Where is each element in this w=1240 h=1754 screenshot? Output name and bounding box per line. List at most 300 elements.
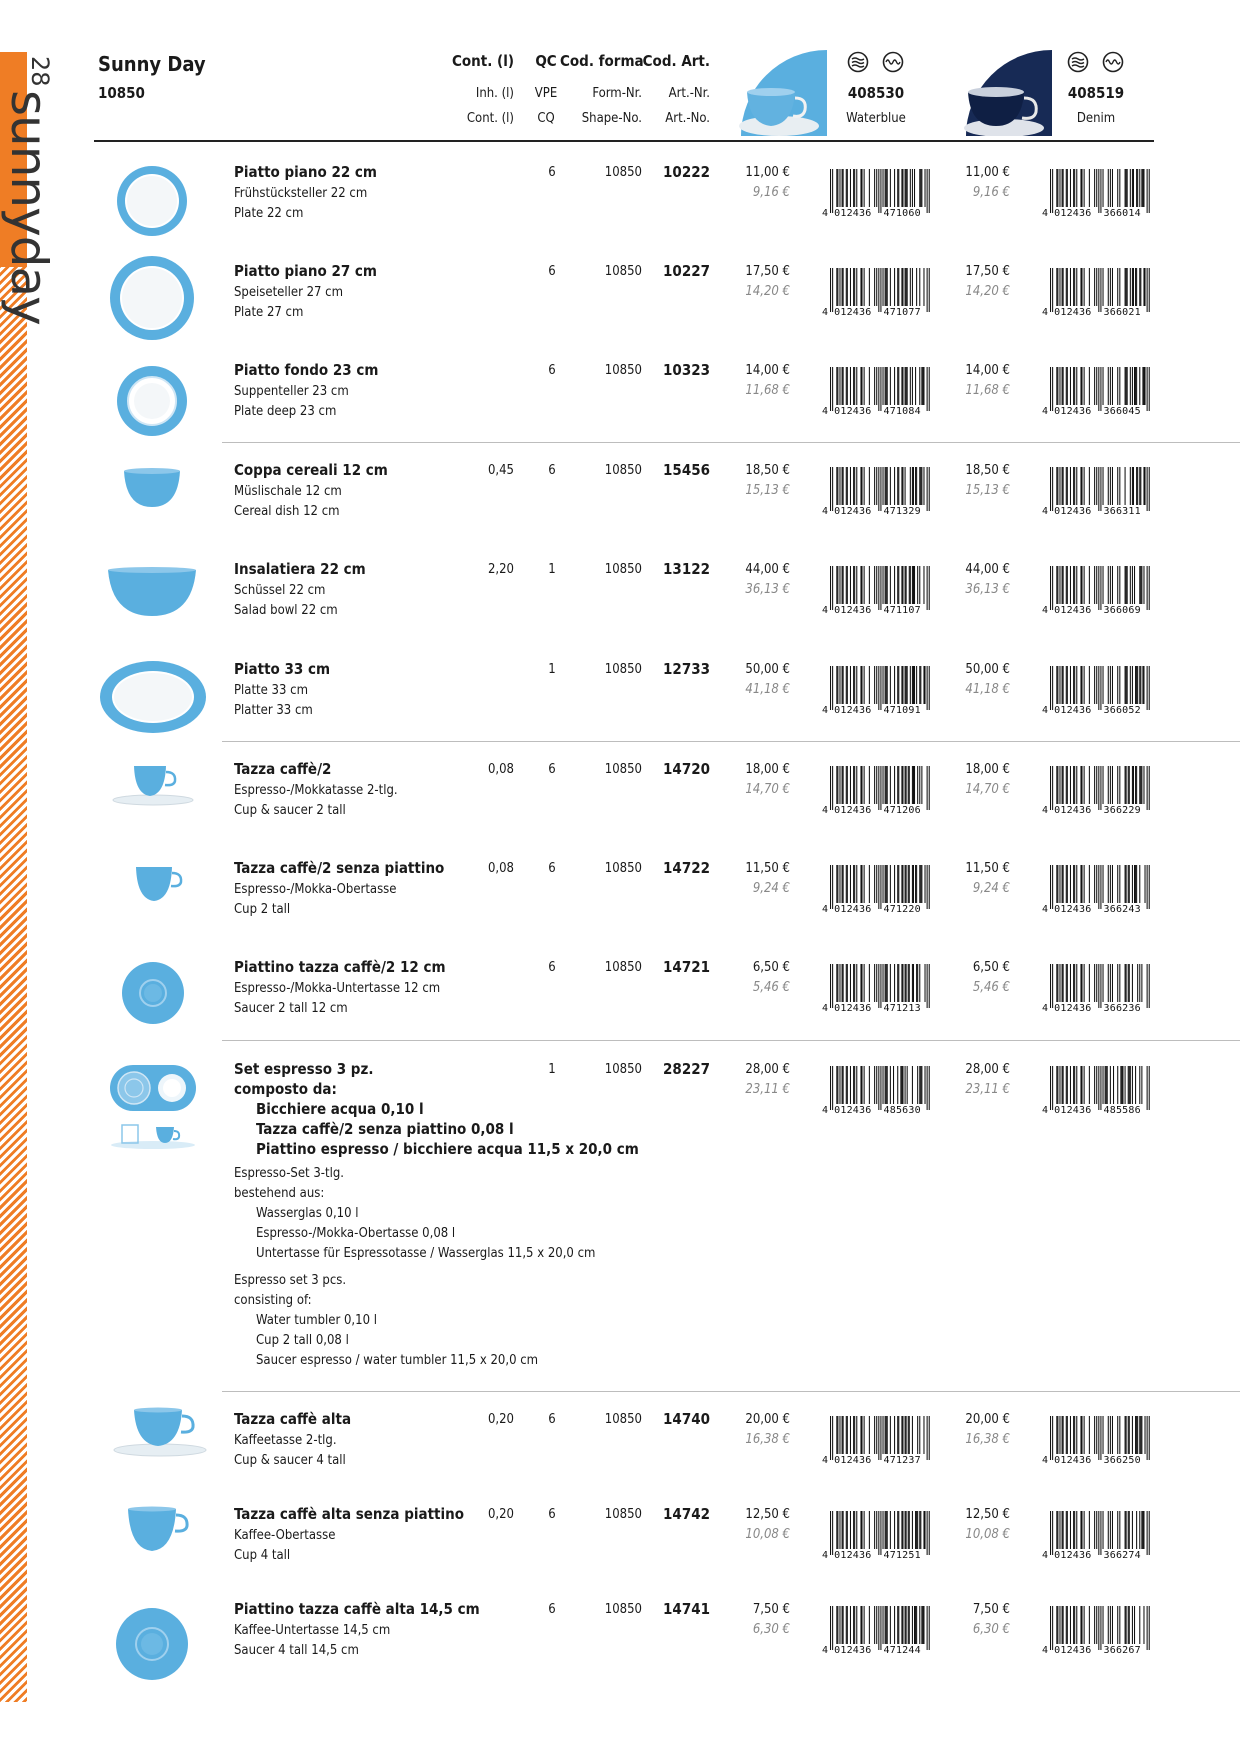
set-title-en: Espresso set 3 pcs. (234, 1273, 347, 1288)
barcode-bar (890, 1606, 891, 1644)
barcode-bar (1141, 766, 1142, 804)
barcode-bar (1117, 1606, 1118, 1644)
barcode-digits: 4 (1042, 705, 1049, 714)
barcode-bar (836, 1416, 837, 1454)
barcode-digits: 012436 (1054, 1455, 1092, 1464)
barcode-bar (1067, 467, 1068, 505)
barcode-bar (1126, 566, 1127, 604)
barcode-digits: 4 (1042, 1455, 1049, 1464)
barcode-bar (1089, 666, 1090, 704)
barcode-bar (1050, 1066, 1051, 1110)
barcode-bar (1057, 1416, 1058, 1454)
barcode-bar (1073, 964, 1074, 1002)
barcode-bar (842, 1066, 843, 1104)
barcode-bar (864, 865, 865, 903)
barcode-bar (1062, 169, 1063, 207)
barcode-digits: 471060 (883, 208, 921, 217)
barcode-bar (894, 865, 895, 903)
barcode-bar (880, 1606, 881, 1650)
barcode-bar (1076, 964, 1077, 1002)
barcode-bar (874, 1066, 875, 1104)
barcode-bar (1067, 1511, 1068, 1549)
barcode-bar (1141, 964, 1142, 1002)
barcode-bar (1052, 1416, 1053, 1460)
barcode-bar (894, 766, 895, 804)
product-name-it: Piatto piano 27 cm (234, 262, 377, 280)
product-image (128, 861, 188, 910)
barcode-bar (837, 1511, 838, 1549)
barcode-bar (869, 1511, 870, 1549)
barcode-bar (830, 467, 831, 511)
barcode-waterblue (822, 1511, 930, 1559)
barcode-bar (1107, 1066, 1108, 1104)
set-espresso-image (108, 1063, 198, 1157)
barcode-bar (842, 169, 843, 207)
product-name-en: Saucer 4 tall 14,5 cm (234, 1643, 359, 1658)
barcode-bar (1149, 666, 1150, 710)
barcode-bar (862, 367, 863, 405)
barcode-bar (832, 467, 833, 511)
barcode-bar (1110, 1606, 1111, 1644)
barcode-digits: 366052 (1103, 705, 1141, 714)
barcode-bar (847, 1511, 848, 1549)
barcode-bar (839, 964, 840, 1002)
barcode-digits: 012436 (834, 904, 872, 913)
barcode-bar (890, 1066, 891, 1104)
barcode-bar (909, 766, 910, 804)
barcode-bar (929, 964, 930, 1008)
barcode-bar (1073, 766, 1074, 804)
set-sub-en: consisting of: (234, 1293, 312, 1308)
barcode-bar (1130, 367, 1131, 405)
barcode-bar (898, 1416, 899, 1454)
barcode-bar (850, 766, 851, 804)
barcode-waterblue (822, 666, 930, 714)
barcode-bar (1066, 964, 1067, 1002)
barcode-bar (894, 666, 895, 704)
barcode-bar (912, 1606, 913, 1644)
product-form-no: 10850 (604, 762, 642, 777)
barcode-bar (902, 1416, 903, 1454)
barcode-bar (1076, 566, 1077, 604)
barcode-bar (1147, 367, 1148, 411)
barcode-bar (1140, 1416, 1141, 1454)
barcode-bar (1080, 268, 1081, 306)
barcode-bar (1063, 964, 1064, 1002)
barcode-bar (1130, 268, 1131, 306)
barcode-bar (1140, 268, 1141, 306)
barcode-bar (1126, 367, 1127, 405)
barcode-bar (1128, 766, 1129, 804)
barcode-bar (1142, 1511, 1143, 1549)
barcode-bar (885, 367, 886, 405)
barcode-bar (1126, 268, 1127, 306)
barcode-bar (1062, 467, 1063, 505)
barcode-bar (908, 1416, 909, 1454)
barcode-bar (1141, 169, 1142, 207)
barcode-bar (843, 865, 844, 903)
barcode-bar (1126, 666, 1127, 704)
barcode-bar (1136, 1511, 1137, 1549)
barcode-bar (1139, 1066, 1140, 1104)
product-contents: 0,08 (487, 762, 514, 777)
barcode-bar (1125, 766, 1126, 804)
product-image (102, 562, 202, 626)
barcode-bar (915, 865, 916, 903)
barcode-bar (839, 1606, 840, 1644)
product-qc: 6 (548, 463, 556, 478)
barcode-bar (917, 566, 918, 604)
barcode-bar (1127, 566, 1128, 604)
barcode-bar (1103, 467, 1104, 505)
barcode-bar (886, 1511, 887, 1549)
set-part-de: Untertasse für Espressotasse / Wasserglas 11,5 x 20,0 cm (256, 1246, 596, 1261)
barcode-bar (1052, 964, 1053, 1008)
barcode-bar (839, 268, 840, 306)
barcode-bar (1135, 865, 1136, 903)
barcode-bar (920, 169, 921, 207)
barcode-bar (1089, 1511, 1090, 1549)
barcode-bar (1127, 169, 1128, 207)
barcode-bar (1117, 268, 1118, 306)
barcode-bar (1110, 367, 1111, 405)
barcode-digits: 471220 (883, 904, 921, 913)
barcode-bar (1126, 1416, 1127, 1454)
barcode-bar (847, 666, 848, 704)
barcode-bar (890, 169, 891, 207)
barcode-digits: 485630 (883, 1105, 921, 1114)
barcode-bar (1056, 666, 1057, 704)
barcode-bar (1063, 1416, 1064, 1454)
barcode-bar (1145, 467, 1146, 505)
barcode-waterblue (822, 268, 930, 316)
barcode-bar (1149, 1606, 1150, 1650)
barcode-bar (1063, 1066, 1064, 1104)
barcode-bar (839, 467, 840, 505)
barcode-bar (1084, 367, 1085, 405)
barcode-bar (1067, 666, 1068, 704)
barcode-bar (862, 964, 863, 1002)
barcode-bar (927, 1511, 928, 1555)
barcode-bar (897, 666, 898, 704)
barcode-digits: 012436 (834, 805, 872, 814)
barcode-bar (1070, 1606, 1071, 1644)
barcode-bar (1096, 964, 1097, 1002)
barcode-bar (1112, 1511, 1113, 1549)
product-qc: 6 (548, 363, 556, 378)
barcode-bar (1136, 766, 1137, 804)
barcode-bar (912, 268, 913, 306)
barcode-bar (1066, 1066, 1067, 1104)
barcode-bar (837, 169, 838, 207)
barcode-bar (1096, 1416, 1097, 1454)
barcode-bar (1062, 367, 1063, 405)
barcode-bar (1080, 467, 1081, 505)
set-part-it: Piattino espresso / bicchiere acqua 11,5 x 20,0 cm (256, 1140, 639, 1158)
barcode-bar (1050, 1606, 1051, 1650)
barcode-bar (1140, 766, 1141, 804)
barcode-bar (1147, 964, 1148, 1008)
barcode-waterblue (822, 964, 930, 1012)
barcode-bar (1121, 1066, 1122, 1104)
barcode-bar (925, 666, 926, 704)
barcode-digits: 4 (1042, 406, 1049, 415)
barcode-bar (885, 169, 886, 207)
barcode-bar (846, 169, 847, 207)
barcode-bar (1074, 1066, 1075, 1104)
barcode-bar (1050, 367, 1051, 411)
barcode-bar (1113, 1066, 1114, 1104)
barcode-bar (907, 367, 908, 405)
barcode-bar (1135, 666, 1136, 704)
barcode-bar (1149, 467, 1150, 511)
barcode-bar (885, 964, 886, 1002)
barcode-bar (886, 467, 887, 505)
barcode-digits: 4 (1042, 805, 1049, 814)
barcode-bar (1127, 367, 1128, 405)
barcode-digits: 012436 (834, 1645, 872, 1654)
barcode-bar (887, 1416, 888, 1454)
barcode-bar (923, 268, 924, 306)
barcode-bar (1056, 566, 1057, 604)
barcode-bar (906, 169, 907, 207)
barcode-bar (853, 1606, 854, 1644)
barcode-bar (1098, 766, 1099, 810)
barcode-bar (860, 865, 861, 903)
barcode-bar (1100, 865, 1101, 909)
barcode-denim (1042, 169, 1150, 217)
product-contents: 0,08 (487, 861, 514, 876)
barcode-bar (839, 169, 840, 207)
barcode-bar (880, 367, 881, 411)
product-name-en: Plate deep 23 cm (234, 404, 337, 419)
barcode-bar (862, 1606, 863, 1644)
barcode-bar (1100, 666, 1101, 710)
barcode-bar (908, 766, 909, 804)
barcode-bar (1062, 1066, 1063, 1104)
barcode-bar (1098, 865, 1099, 909)
barcode-bar (1112, 766, 1113, 804)
barcode-digits: 471213 (883, 1003, 921, 1012)
barcode-bar (856, 467, 857, 505)
barcode-bar (919, 1066, 920, 1104)
barcode-bar (1108, 1416, 1109, 1454)
barcode-bar (860, 1606, 861, 1644)
barcode-bar (1139, 268, 1140, 306)
barcode-bar (843, 467, 844, 505)
barcode-bar (830, 169, 831, 213)
barcode-bar (1070, 268, 1071, 306)
barcode-bar (874, 865, 875, 903)
barcode-bar (1082, 1606, 1083, 1644)
barcode-bar (1119, 566, 1120, 604)
barcode-bar (1127, 666, 1128, 704)
barcode-bar (919, 766, 920, 804)
barcode-bar (1137, 169, 1138, 207)
barcode-bar (1050, 467, 1051, 511)
barcode-bar (1052, 1606, 1053, 1650)
barcode-bar (850, 268, 851, 306)
barcode-bar (912, 1511, 913, 1549)
header-art-it: Cod. Art. (642, 52, 710, 70)
barcode-bar (854, 1606, 855, 1644)
barcode-bar (905, 865, 906, 903)
product-name-de: Espresso-/Mokka-Untertasse 12 cm (234, 981, 441, 996)
barcode-bar (885, 566, 886, 604)
barcode-digits: 4 (822, 904, 829, 913)
barcode-bar (1067, 1606, 1068, 1644)
barcode-bar (897, 1606, 898, 1644)
barcode-bar (1117, 666, 1118, 704)
barcode-bar (901, 766, 902, 804)
barcode-bar (1063, 367, 1064, 405)
brand-wordmark: sunnyday (0, 90, 58, 325)
barcode-bar (909, 1606, 910, 1644)
barcode-bar (907, 169, 908, 207)
barcode-bar (854, 268, 855, 306)
barcode-bar (843, 964, 844, 1002)
barcode-bar (912, 169, 913, 207)
barcode-bar (1141, 1066, 1142, 1104)
barcode-bar (842, 766, 843, 804)
barcode-bar (1112, 1606, 1113, 1644)
barcode-bar (917, 1416, 918, 1454)
barcode-bar (898, 467, 899, 505)
barcode-bar (909, 865, 910, 903)
barcode-bar (929, 268, 930, 312)
barcode-bar (917, 964, 918, 1002)
barcode-bar (913, 964, 914, 1002)
barcode-bar (1149, 367, 1150, 411)
barcode-bar (1066, 169, 1067, 207)
collection-title: Sunny Day (98, 52, 206, 76)
netto-denim: 9,16 € (972, 185, 1010, 200)
barcode-bar (890, 268, 891, 306)
barcode-bar (1052, 169, 1053, 213)
product-name-it: Tazza caffè alta senza piattino (234, 1505, 464, 1523)
barcode-bar (1059, 1511, 1060, 1549)
barcode-bar (1149, 268, 1150, 312)
price-waterblue: 6,50 € (752, 960, 790, 975)
barcode-bar (927, 964, 928, 1008)
barcode-bar (1082, 268, 1083, 306)
barcode-digits: 4 (1042, 1105, 1049, 1114)
barcode-bar (1100, 467, 1101, 511)
barcode-bar (1084, 1066, 1085, 1104)
barcode-bar (1129, 1606, 1130, 1644)
barcode-bar (1067, 766, 1068, 804)
barcode-bar (890, 367, 891, 405)
barcode-bar (862, 268, 863, 306)
barcode-bar (1119, 666, 1120, 704)
barcode-bar (927, 1416, 928, 1460)
barcode-bar (902, 169, 903, 207)
barcode-denim (1042, 1416, 1150, 1464)
barcode-bar (906, 367, 907, 405)
barcode-digits: 012436 (834, 605, 872, 614)
barcode-bar (898, 268, 899, 306)
barcode-bar (1084, 566, 1085, 604)
barcode-bar (878, 666, 879, 710)
set-part-de: Espresso-/Mokka-Obertasse 0,08 l (256, 1226, 456, 1241)
barcode-bar (1096, 666, 1097, 704)
barcode-bar (887, 865, 888, 903)
barcode-bar (887, 268, 888, 306)
barcode-bar (897, 367, 898, 405)
barcode-bar (912, 566, 913, 604)
barcode-bar (898, 566, 899, 604)
barcode-bar (901, 1606, 902, 1644)
barcode-bar (1073, 268, 1074, 306)
barcode-bar (901, 666, 902, 704)
barcode-bar (1134, 367, 1135, 405)
barcode-bar (1094, 1606, 1095, 1644)
barcode-bar (914, 566, 915, 604)
product-qc: 6 (548, 264, 556, 279)
barcode-bar (853, 666, 854, 704)
product-name-en: Plate 27 cm (234, 305, 304, 320)
barcode-bar (919, 1606, 920, 1644)
barcode-bar (905, 268, 906, 306)
barcode-bar (902, 1606, 903, 1644)
barcode-bar (887, 467, 888, 505)
barcode-bar (1110, 1066, 1111, 1104)
barcode-bar (843, 268, 844, 306)
barcode-bar (1149, 964, 1150, 1008)
barcode-bar (874, 766, 875, 804)
price-waterblue: 18,50 € (745, 463, 790, 478)
barcode-bar (1110, 766, 1111, 804)
barcode-bar (1074, 169, 1075, 207)
barcode-bar (1106, 1066, 1107, 1104)
barcode-bar (1073, 1416, 1074, 1454)
barcode-bar (1074, 964, 1075, 1002)
barcode-bar (847, 1606, 848, 1644)
barcode-bar (1110, 1511, 1111, 1549)
barcode-bar (897, 964, 898, 1002)
barcode-bar (847, 1066, 848, 1104)
barcode-digits: 012436 (834, 506, 872, 515)
barcode-bar (883, 1606, 884, 1644)
barcode-bar (886, 566, 887, 604)
barcode-bar (1062, 964, 1063, 1002)
barcode-bar (1056, 964, 1057, 1002)
barcode-bar (847, 566, 848, 604)
barcode-bar (876, 766, 877, 804)
barcode-bar (898, 1606, 899, 1644)
barcode-bar (1103, 1511, 1104, 1549)
barcode-bar (1062, 1511, 1063, 1549)
barcode-bar (854, 467, 855, 505)
barcode-bar (832, 367, 833, 411)
barcode-bar (1094, 566, 1095, 604)
barcode-bar (897, 268, 898, 306)
netto-denim: 36,13 € (965, 582, 1010, 597)
barcode-bar (1143, 566, 1144, 604)
decor2-code: 408519 (1067, 84, 1125, 102)
barcode-bar (885, 865, 886, 903)
product-name-en: Platter 33 cm (234, 703, 313, 718)
barcode-bar (1125, 1066, 1126, 1104)
barcode-bar (862, 865, 863, 903)
barcode-bar (1056, 1606, 1057, 1644)
price-waterblue: 14,00 € (745, 363, 790, 378)
netto-waterblue: 9,24 € (752, 881, 790, 896)
barcode-bar (925, 865, 926, 903)
barcode-bar (836, 1066, 837, 1104)
barcode-bar (906, 964, 907, 1002)
barcode-bar (906, 1606, 907, 1644)
